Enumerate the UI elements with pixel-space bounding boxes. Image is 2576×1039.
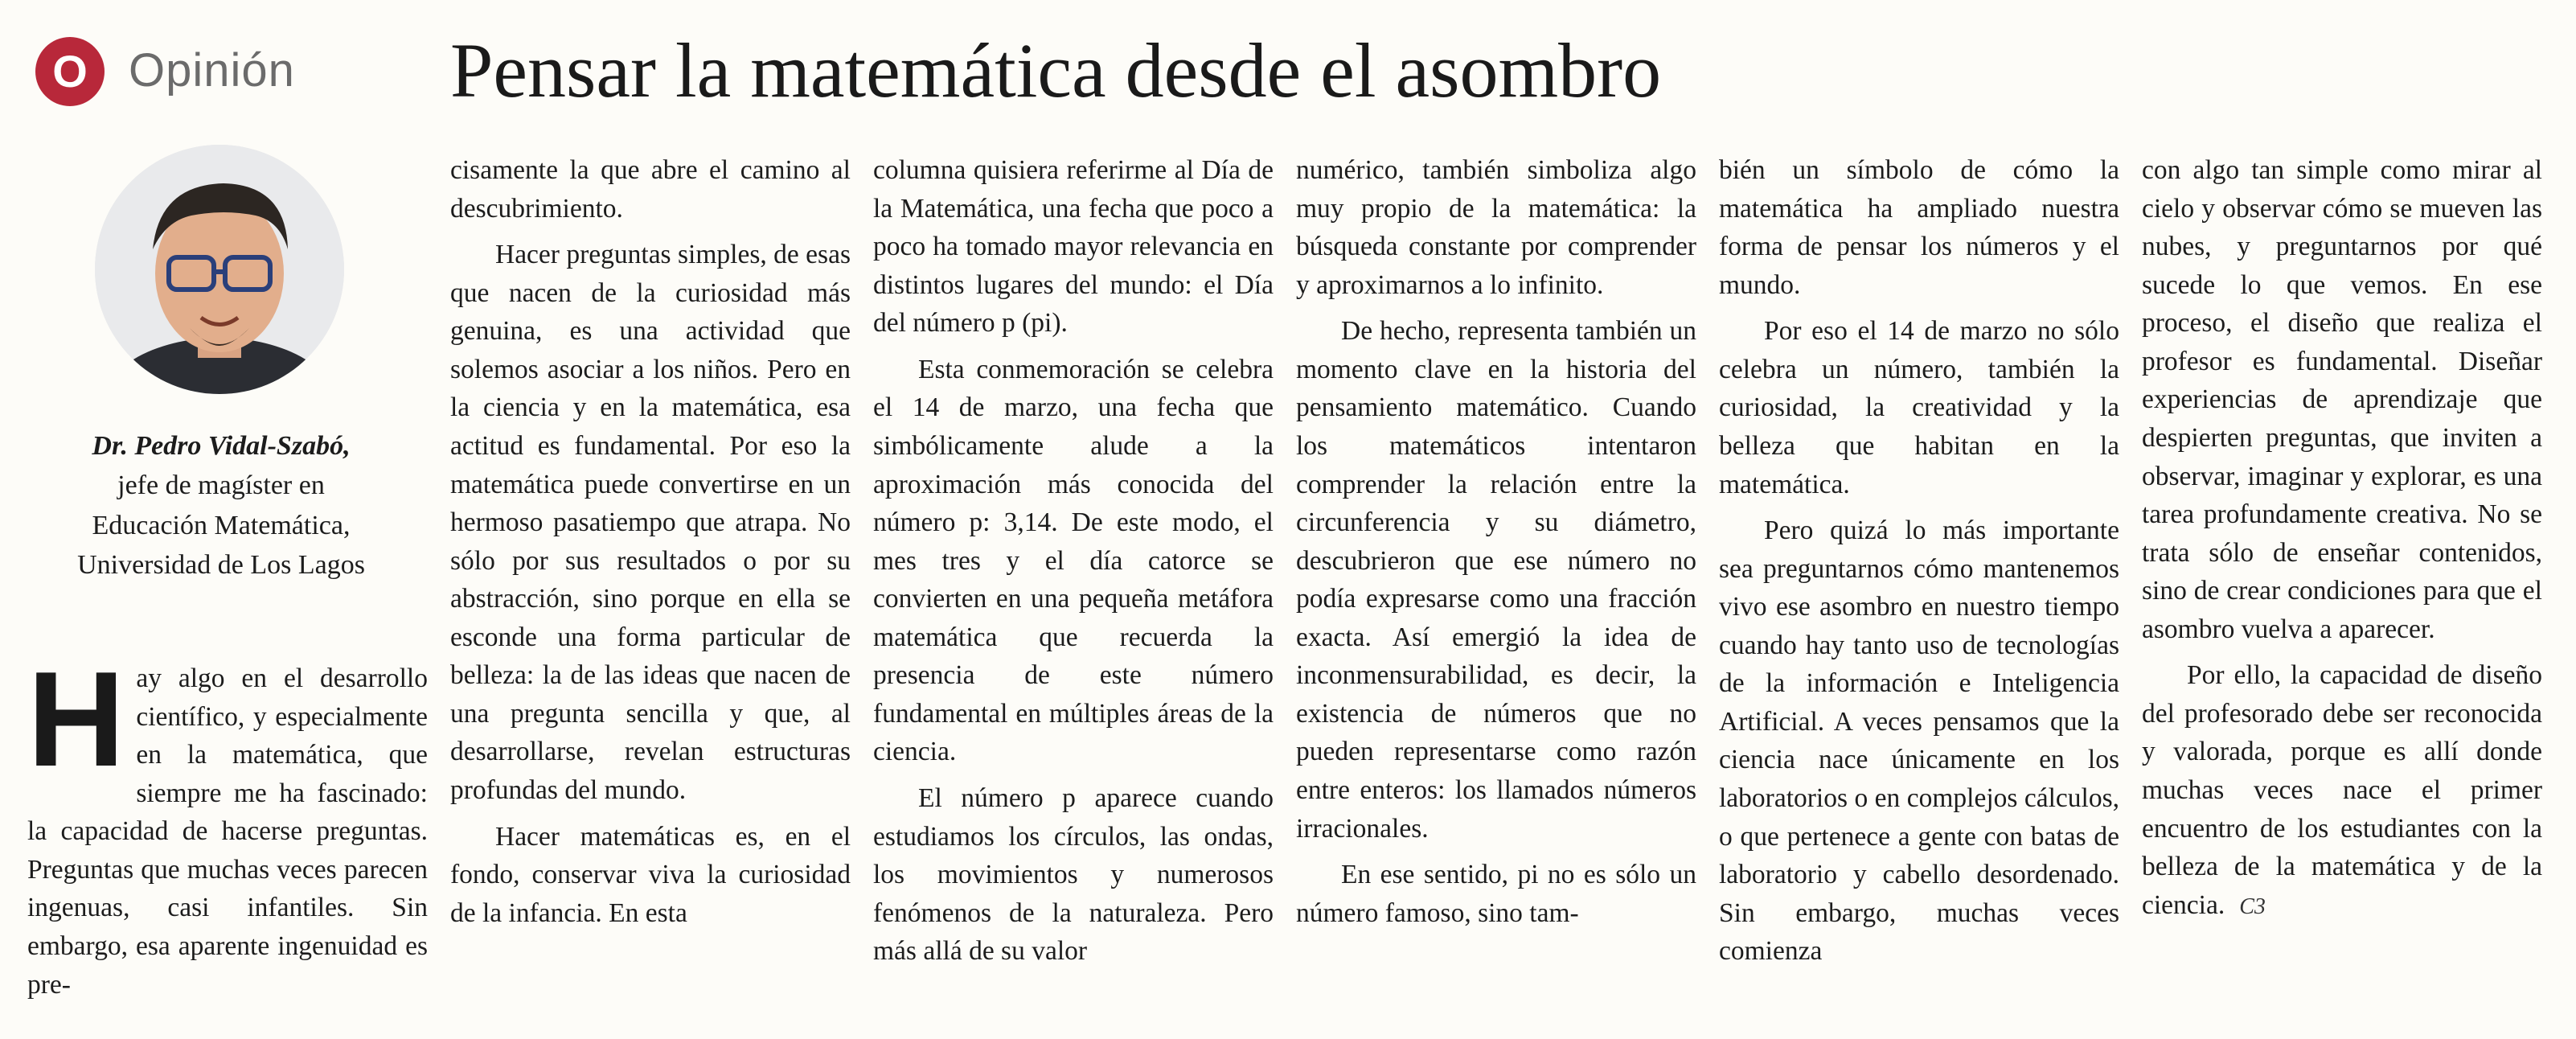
author-role-line: Universidad de Los Lagos: [77, 549, 365, 580]
paragraph: Por ello, la capacidad de diseño del profesorado debe ser reconocida y valorada, porque es allí donde muchas veces nace el primer encuentro de los estudiantes con la belleza de la matemática y de la ciencia.: [2142, 660, 2542, 920]
paragraph: Por eso el 14 de marzo no sólo celebra un número, también la curiosidad, la creatividad y la belleza que habitan en la matemática.: [1719, 316, 2119, 499]
article-column-3: [873, 151, 1274, 971]
paragraph: De hecho, representa también un momento clave en la historia del pensamiento matemático. Cuando los matemáticos intentaron comprender la relación entre la circunferencia y su diámetro, descubrieron que ese número no podía expresarse como una fracción exacta. Así emergió la idea de inconmensurabilidad, es decir, la existencia de números que no pueden representarse como razón entre enteros: los llamados números irracionales.: [1296, 316, 1696, 844]
article-column-2: [450, 151, 851, 932]
section-name: Opinión: [129, 44, 295, 97]
author-portrait-icon: [95, 145, 344, 394]
author-byline: [16, 426, 426, 585]
article-column-1: [27, 643, 428, 1004]
author-name: Dr. Pedro Vidal-Szabó,: [92, 431, 351, 461]
paragraph: Hacer matemáticas es, en el fondo, conservar viva la curiosidad de la infancia. En esta: [450, 821, 851, 928]
paragraph: Esta conmemoración se celebra el 14 de marzo, una fecha que simbólicamente alude a la aproximación más conocida del número p: 3,14. De este modo, el mes tres y el día catorce se convierten en una pequeña metáfora matemática que recuerda la presencia de este número fundamental en múltiples áreas de la ciencia.: [873, 354, 1274, 767]
article-column-4: [1296, 151, 1696, 932]
paragraph: columna quisiera referirme al Día de la Matemática, una fecha que poco a poco ha tomado mayor relevancia en distintos lugares del mundo: el Día del número p (pi).: [873, 155, 1274, 339]
headline: Pensar la matemática desde el asombro: [450, 27, 1662, 113]
author-role-line: Educación Matemática,: [92, 510, 351, 540]
paragraph: cisamente la que abre el camino al descubrimiento.: [450, 155, 851, 224]
end-mark-icon: C3: [2239, 893, 2266, 919]
author-avatar: [95, 145, 344, 394]
paragraph: Pero quizá lo más importante sea preguntarnos cómo mantenemos vivo ese asombro en nuestro tiempo cuando hay tanto uso de tecnologías de la información e Inteligencia Artificial. A veces pensamos que la ciencia nace únicamente en los laboratorios o en complejos cálculos, o que pertenece a gente con batas de laboratorio y cabello desordenado. Sin embargo, muchas veces comienza: [1719, 515, 2119, 967]
section-badge: O: [35, 37, 105, 106]
article-column-5: [1719, 151, 2119, 971]
paragraph: con algo tan simple como mirar al cielo y observar cómo se mueven las nubes, y preguntarnos por qué sucede lo que vemos. En ese proceso, el diseño que realiza el profesor es fundamental. Diseñar experiencias de aprendizaje que despierten preguntas, que inviten a observar, imaginar y explorar, es una tarea profundamente creativa. No se trata sólo de enseñar contenidos, sino de crear condiciones para que el asombro vuelva a aparecer.: [2142, 155, 2542, 644]
drop-cap: H: [27, 643, 125, 795]
paragraph: El número p aparece cuando estudiamos los círculos, las ondas, los movimientos y numerosos fenómenos de la naturaleza. Pero más allá de su valor: [873, 783, 1274, 967]
article-column-6: [2142, 151, 2542, 924]
author-role-line: jefe de magíster en: [117, 470, 325, 501]
paragraph-final: [2142, 656, 2542, 924]
paragraph: ay algo en el desarrollo científico, y especialmente en la matemática, que siempre me ha fascinado: la capacidad de hacerse preguntas. Preguntas que muchas veces parecen ingenuas, casi infantiles. Sin embargo, esa aparente ingenuidad es pre-: [27, 663, 428, 1000]
paragraph: Hacer preguntas simples, de esas que nacen de la curiosidad más genuina, es una actividad que solemos asociar a los niños. Pero en la ciencia y en la matemática, esa actitud es fundamental. Por eso la matemática puede convertirse en un hermoso pasatiempo que atrapa. No sólo por sus resultados o por su abstracción, sino porque en ella se esconde una forma particular de belleza: la de las ideas que nacen de una pregunta sencilla y que, al desarrollarse, revelan estructuras profundas del mundo.: [450, 240, 851, 805]
paragraph: En ese sentido, pi no es sólo un número famoso, sino tam-: [1296, 860, 1696, 928]
paragraph: bién un símbolo de cómo la matemática ha ampliado nuestra forma de pensar los números y el mundo.: [1719, 155, 2119, 300]
paragraph: numérico, también simboliza algo muy propio de la matemática: la búsqueda constante por comprender y aproximarnos a lo infinito.: [1296, 155, 1696, 300]
